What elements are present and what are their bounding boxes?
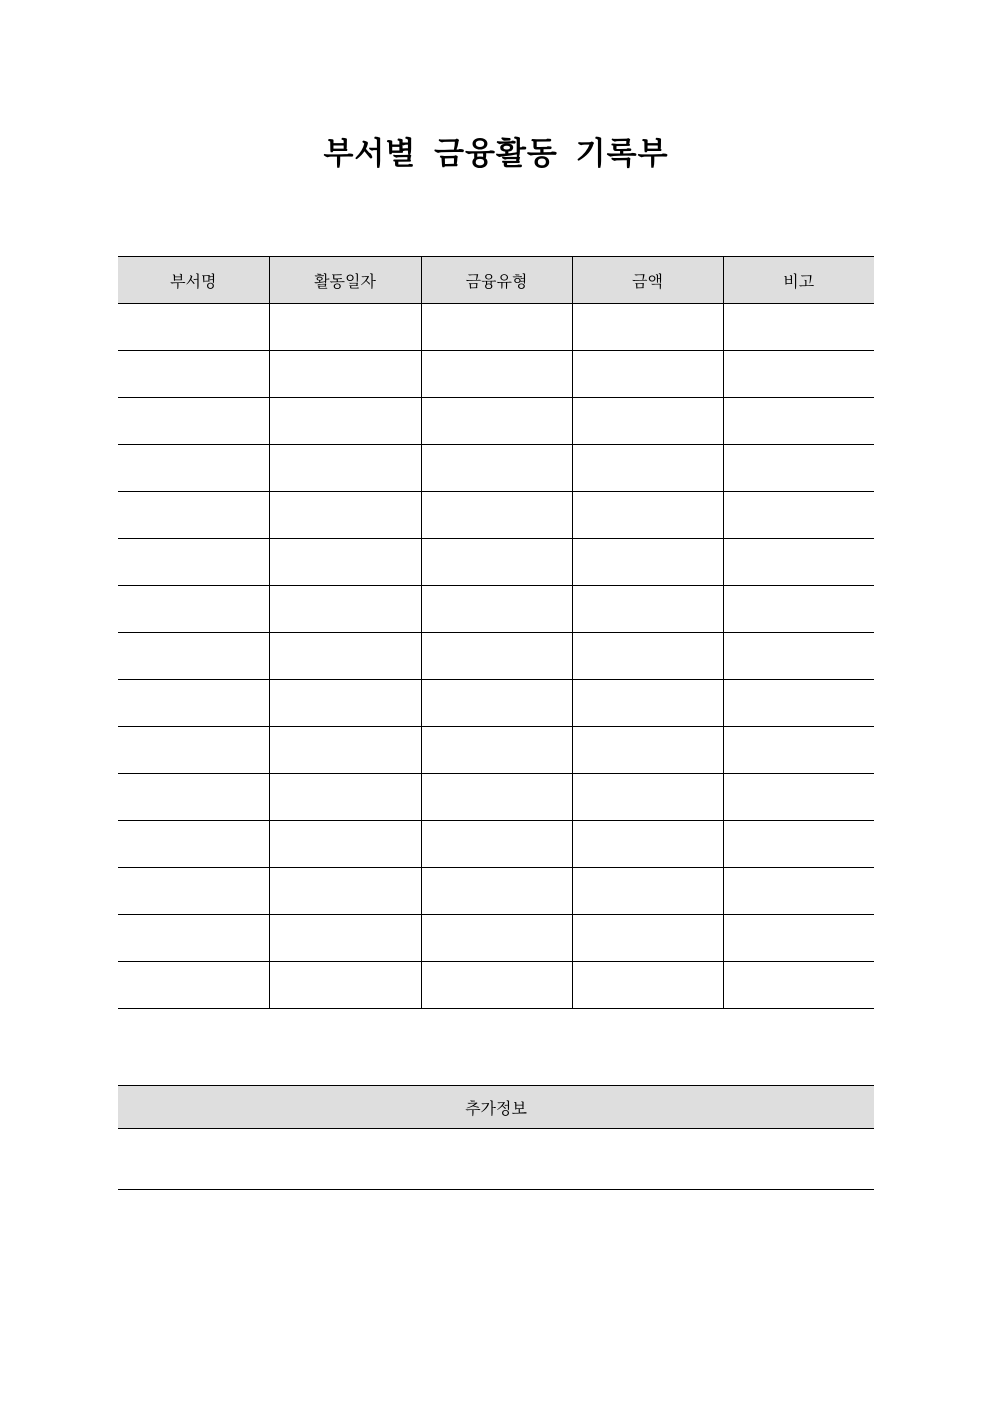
cell-department[interactable]: [118, 445, 269, 492]
cell-remarks[interactable]: [723, 304, 874, 351]
cell-finance-type[interactable]: [421, 445, 572, 492]
cell-department[interactable]: [118, 915, 269, 962]
additional-info-row: [118, 1129, 874, 1190]
cell-amount[interactable]: [572, 539, 723, 586]
cell-department[interactable]: [118, 398, 269, 445]
header-department: 부서명: [118, 257, 269, 304]
table-row: [118, 915, 874, 962]
cell-finance-type[interactable]: [421, 351, 572, 398]
cell-remarks[interactable]: [723, 962, 874, 1009]
cell-amount[interactable]: [572, 633, 723, 680]
cell-remarks[interactable]: [723, 868, 874, 915]
cell-remarks[interactable]: [723, 539, 874, 586]
cell-department[interactable]: [118, 774, 269, 821]
financial-activity-table: [118, 256, 874, 1009]
cell-amount[interactable]: [572, 398, 723, 445]
header-finance-type: 금융유형: [421, 257, 572, 304]
table-row: [118, 492, 874, 539]
cell-department[interactable]: [118, 492, 269, 539]
cell-amount[interactable]: [572, 774, 723, 821]
cell-finance-type[interactable]: [421, 727, 572, 774]
cell-finance-type[interactable]: [421, 821, 572, 868]
cell-amount[interactable]: [572, 586, 723, 633]
additional-info-header-row: [118, 1086, 874, 1129]
header-activity-date: 활동일자: [269, 257, 421, 304]
document-title: 부서별 금융활동 기록부: [323, 136, 669, 172]
cell-finance-type[interactable]: [421, 398, 572, 445]
additional-info-table: [118, 1085, 874, 1190]
table-row: [118, 445, 874, 492]
cell-activity-date[interactable]: [269, 633, 421, 680]
cell-activity-date[interactable]: [269, 304, 421, 351]
cell-remarks[interactable]: [723, 492, 874, 539]
cell-finance-type[interactable]: [421, 492, 572, 539]
cell-activity-date[interactable]: [269, 586, 421, 633]
cell-activity-date[interactable]: [269, 351, 421, 398]
additional-info-cell[interactable]: [118, 1129, 874, 1190]
cell-amount[interactable]: [572, 868, 723, 915]
cell-finance-type[interactable]: [421, 539, 572, 586]
table-row: [118, 398, 874, 445]
table-header-row: [118, 257, 874, 304]
cell-department[interactable]: [118, 680, 269, 727]
cell-amount[interactable]: [572, 962, 723, 1009]
cell-department[interactable]: [118, 586, 269, 633]
cell-finance-type[interactable]: [421, 915, 572, 962]
cell-finance-type[interactable]: [421, 586, 572, 633]
cell-remarks[interactable]: [723, 727, 874, 774]
cell-amount[interactable]: [572, 915, 723, 962]
cell-activity-date[interactable]: [269, 492, 421, 539]
table-row: [118, 821, 874, 868]
table-row: [118, 586, 874, 633]
cell-amount[interactable]: [572, 304, 723, 351]
cell-activity-date[interactable]: [269, 962, 421, 1009]
cell-finance-type[interactable]: [421, 962, 572, 1009]
table-row: [118, 680, 874, 727]
cell-finance-type[interactable]: [421, 680, 572, 727]
table-row: [118, 304, 874, 351]
cell-amount[interactable]: [572, 680, 723, 727]
table-row: [118, 962, 874, 1009]
header-amount: 금액: [572, 257, 723, 304]
cell-activity-date[interactable]: [269, 915, 421, 962]
cell-activity-date[interactable]: [269, 868, 421, 915]
cell-amount[interactable]: [572, 492, 723, 539]
cell-remarks[interactable]: [723, 680, 874, 727]
cell-amount[interactable]: [572, 727, 723, 774]
cell-activity-date[interactable]: [269, 539, 421, 586]
table-row: [118, 351, 874, 398]
cell-activity-date[interactable]: [269, 774, 421, 821]
cell-remarks[interactable]: [723, 445, 874, 492]
cell-finance-type[interactable]: [421, 304, 572, 351]
cell-remarks[interactable]: [723, 398, 874, 445]
additional-info-header: 추가정보: [118, 1086, 874, 1129]
cell-finance-type[interactable]: [421, 774, 572, 821]
cell-amount[interactable]: [572, 445, 723, 492]
cell-remarks[interactable]: [723, 586, 874, 633]
cell-department[interactable]: [118, 868, 269, 915]
table-row: [118, 727, 874, 774]
cell-department[interactable]: [118, 962, 269, 1009]
cell-department[interactable]: [118, 539, 269, 586]
cell-department[interactable]: [118, 821, 269, 868]
cell-activity-date[interactable]: [269, 398, 421, 445]
table-row: [118, 539, 874, 586]
table-row: [118, 774, 874, 821]
cell-activity-date[interactable]: [269, 821, 421, 868]
cell-amount[interactable]: [572, 821, 723, 868]
cell-amount[interactable]: [572, 351, 723, 398]
cell-finance-type[interactable]: [421, 868, 572, 915]
table-body: [118, 304, 874, 1009]
cell-department[interactable]: [118, 633, 269, 680]
cell-activity-date[interactable]: [269, 680, 421, 727]
cell-department[interactable]: [118, 351, 269, 398]
cell-finance-type[interactable]: [421, 633, 572, 680]
cell-activity-date[interactable]: [269, 445, 421, 492]
cell-remarks[interactable]: [723, 633, 874, 680]
table-row: [118, 868, 874, 915]
cell-activity-date[interactable]: [269, 727, 421, 774]
cell-department[interactable]: [118, 727, 269, 774]
table-row: [118, 633, 874, 680]
cell-department[interactable]: [118, 304, 269, 351]
cell-remarks[interactable]: [723, 821, 874, 868]
header-remarks: 비고: [723, 257, 874, 304]
cell-remarks[interactable]: [723, 774, 874, 821]
cell-remarks[interactable]: [723, 915, 874, 962]
cell-remarks[interactable]: [723, 351, 874, 398]
